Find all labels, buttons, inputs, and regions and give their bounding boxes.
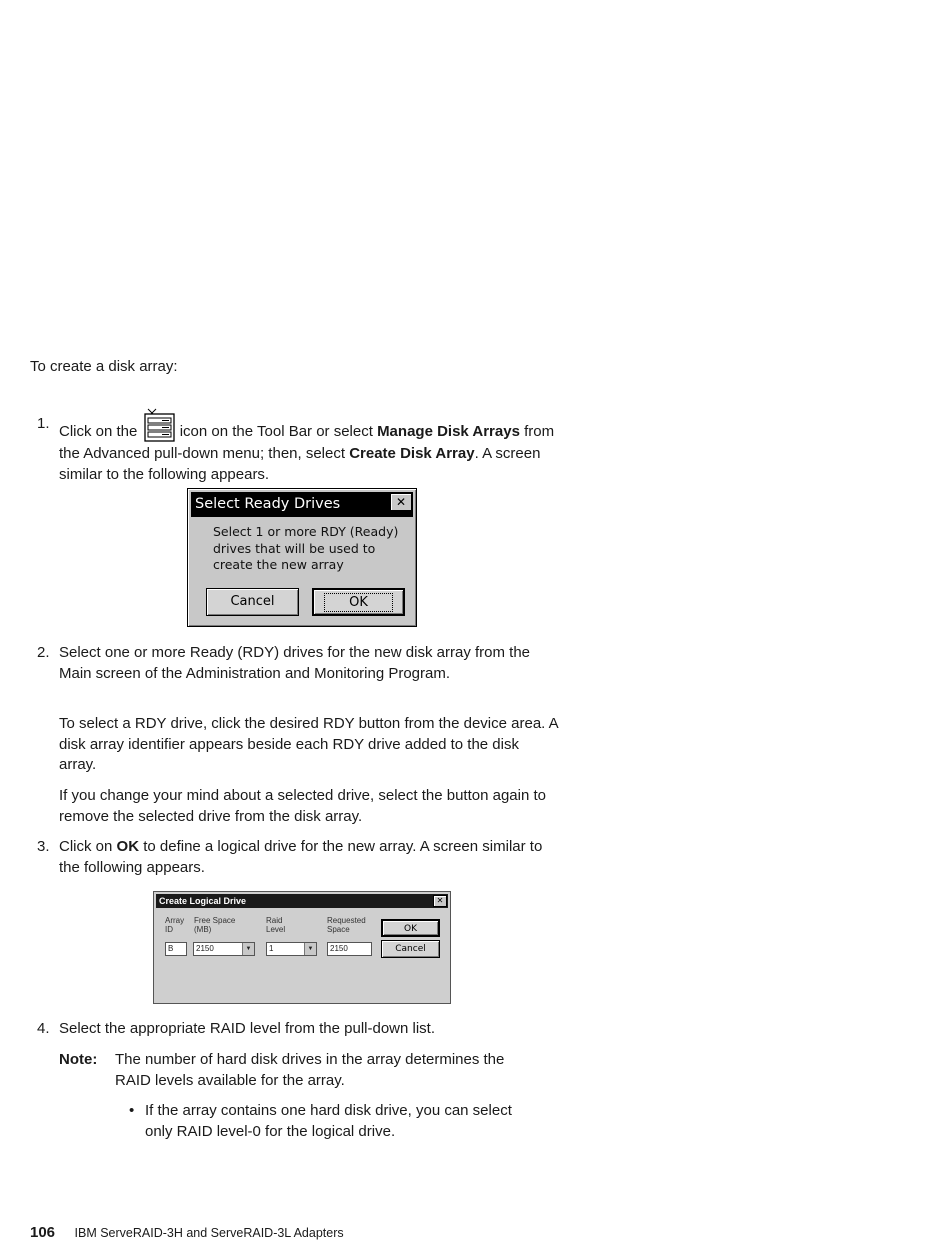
book-title: IBM ServeRAID-3H and ServeRAID-3L Adapters <box>74 1226 344 1240</box>
raid-level-select[interactable] <box>266 942 317 956</box>
step-1-text-b: icon on the Tool Bar or select <box>179 423 373 440</box>
step-4 <box>37 1019 559 1040</box>
step-3-text-b: to define a logical drive for the new array. A screen similar to the following appears. <box>59 838 543 876</box>
free-space-label: Free Space (MB) <box>194 916 236 934</box>
step-2-paragraph-1: To select a RDY drive, click the desired RDY button from the device area. A disk array identifier appears beside each RDY drive added to the disk array. <box>59 715 558 773</box>
chevron-down-icon[interactable]: ▼ <box>242 943 254 955</box>
step-1-text-c: from the Advanced pull-down menu; then, select <box>59 423 555 462</box>
free-space-value: 2150 <box>196 944 214 953</box>
note-bullet-text: If the array contains one hard disk drive, you can select only RAID level-0 for the logical drive. <box>145 1102 512 1140</box>
raid-level-label: Raid Level <box>266 916 286 934</box>
close-icon[interactable]: ✕ <box>433 895 447 907</box>
page-footer <box>30 1224 344 1241</box>
ok-term: OK <box>116 838 140 855</box>
step-number: 1. <box>37 415 50 432</box>
create-logical-drive-dialog <box>153 891 451 1004</box>
dialog-title: Select Ready Drives <box>191 492 413 517</box>
step-number: 3. <box>37 838 50 855</box>
free-space-select[interactable] <box>193 942 255 956</box>
step-2-paragraph-2: If you change your mind about a selected drive, select the button again to remove the selected drive from the disk array. <box>59 787 546 825</box>
page-number: 106 <box>30 1224 56 1241</box>
step-number: 2. <box>37 644 50 661</box>
close-icon[interactable]: ✕ <box>390 493 412 511</box>
ok-button[interactable] <box>312 588 405 616</box>
step-3 <box>37 837 559 878</box>
manage-disk-arrays-icon <box>144 414 174 444</box>
dialog-message: Select 1 or more RDY (Ready) drives that will be used to create the new array <box>213 524 399 572</box>
intro-text: To create a disk array: <box>30 358 178 375</box>
cancel-button[interactable]: Cancel <box>206 588 299 616</box>
chevron-down-icon[interactable]: ▼ <box>304 943 316 955</box>
dialog-title: Create Logical Drive <box>156 894 448 908</box>
step-1-text-a: Click on the <box>59 423 138 440</box>
ok-button[interactable]: OK <box>381 919 440 937</box>
step-2-text: Select one or more Ready (RDY) drives for the new disk array from the Main screen of the Administration and Monitoring Program. <box>59 644 531 682</box>
bullet-icon: • <box>129 1102 135 1119</box>
requested-space-input[interactable]: 2150 <box>327 942 372 956</box>
array-id-label: Array ID <box>165 916 185 934</box>
step-number: 4. <box>37 1020 50 1037</box>
select-ready-drives-dialog <box>187 488 417 627</box>
step-1 <box>37 414 559 485</box>
raid-level-value: 1 <box>269 944 274 953</box>
step-3-text-a: Click on <box>59 838 113 855</box>
manage-disk-arrays-term: Manage Disk Arrays <box>377 423 520 440</box>
array-id-field[interactable]: B <box>165 942 187 956</box>
note-label: Note: <box>59 1051 98 1068</box>
cancel-button[interactable]: Cancel <box>381 940 440 958</box>
step-2 <box>37 643 559 684</box>
requested-space-label: Requested Space <box>327 916 366 934</box>
note-text: The number of hard disk drives in the array determines the RAID levels available for the array. <box>115 1051 505 1089</box>
create-disk-array-term: Create Disk Array <box>349 445 475 462</box>
ok-button-label: OK <box>324 593 393 612</box>
step-1-text-d: . A screen similar to the following appears. <box>59 445 541 483</box>
step-4-text: Select the appropriate RAID level from the pull-down list. <box>59 1020 436 1037</box>
